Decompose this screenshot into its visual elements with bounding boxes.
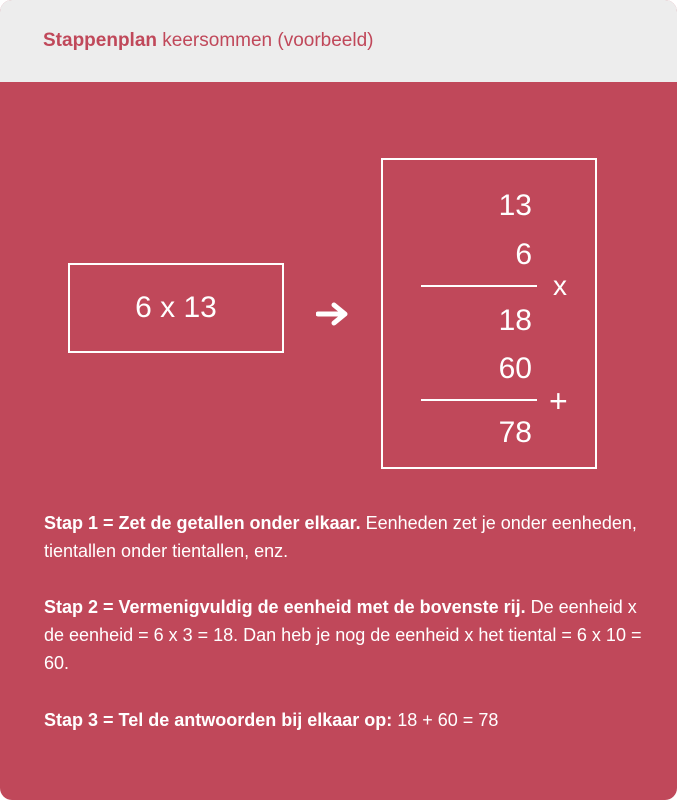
step-3-text: 18 + 60 = 78 [392, 710, 499, 730]
partial-product-2: 60 [498, 352, 532, 385]
step-1-text: Eenheden zet je onder eenheden, tientallen onder tientallen, enz. [44, 513, 637, 561]
header-bar [0, 0, 677, 82]
step-3-heading: Stap 3 = Tel de antwoorden bij elkaar op: [44, 710, 393, 730]
step-2-text: De eenheid x de eenheid = 6 x 3 = 18. Dan heb je nog de eenheid x het tiental = 6 x 10 = 60. [44, 597, 642, 673]
times-sign: x [553, 270, 567, 301]
step-2 [44, 593, 644, 677]
step-2-heading: Stap 2 = Vermenigvuldig de eenheid met de bovenste rij. [44, 597, 526, 617]
divider-line-2 [421, 399, 537, 401]
page-title [43, 30, 374, 52]
factor-bottom: 6 [515, 238, 532, 271]
exercise-box [68, 263, 284, 353]
partial-product-1: 18 [498, 304, 532, 337]
exercise-text: 6 x 13 [135, 291, 217, 324]
plus-sign: + [549, 383, 568, 419]
factor-top: 13 [498, 189, 532, 222]
title-rest: keersommen (voorbeeld) [157, 30, 374, 51]
arrow-right-icon [316, 300, 350, 328]
result: 78 [498, 416, 532, 449]
divider-line-1 [421, 285, 537, 287]
step-3 [44, 706, 644, 734]
step-1 [44, 509, 644, 565]
title-bold: Stappenplan [43, 30, 158, 51]
step-1-heading: Stap 1 = Zet de getallen onder elkaar. [44, 513, 361, 533]
